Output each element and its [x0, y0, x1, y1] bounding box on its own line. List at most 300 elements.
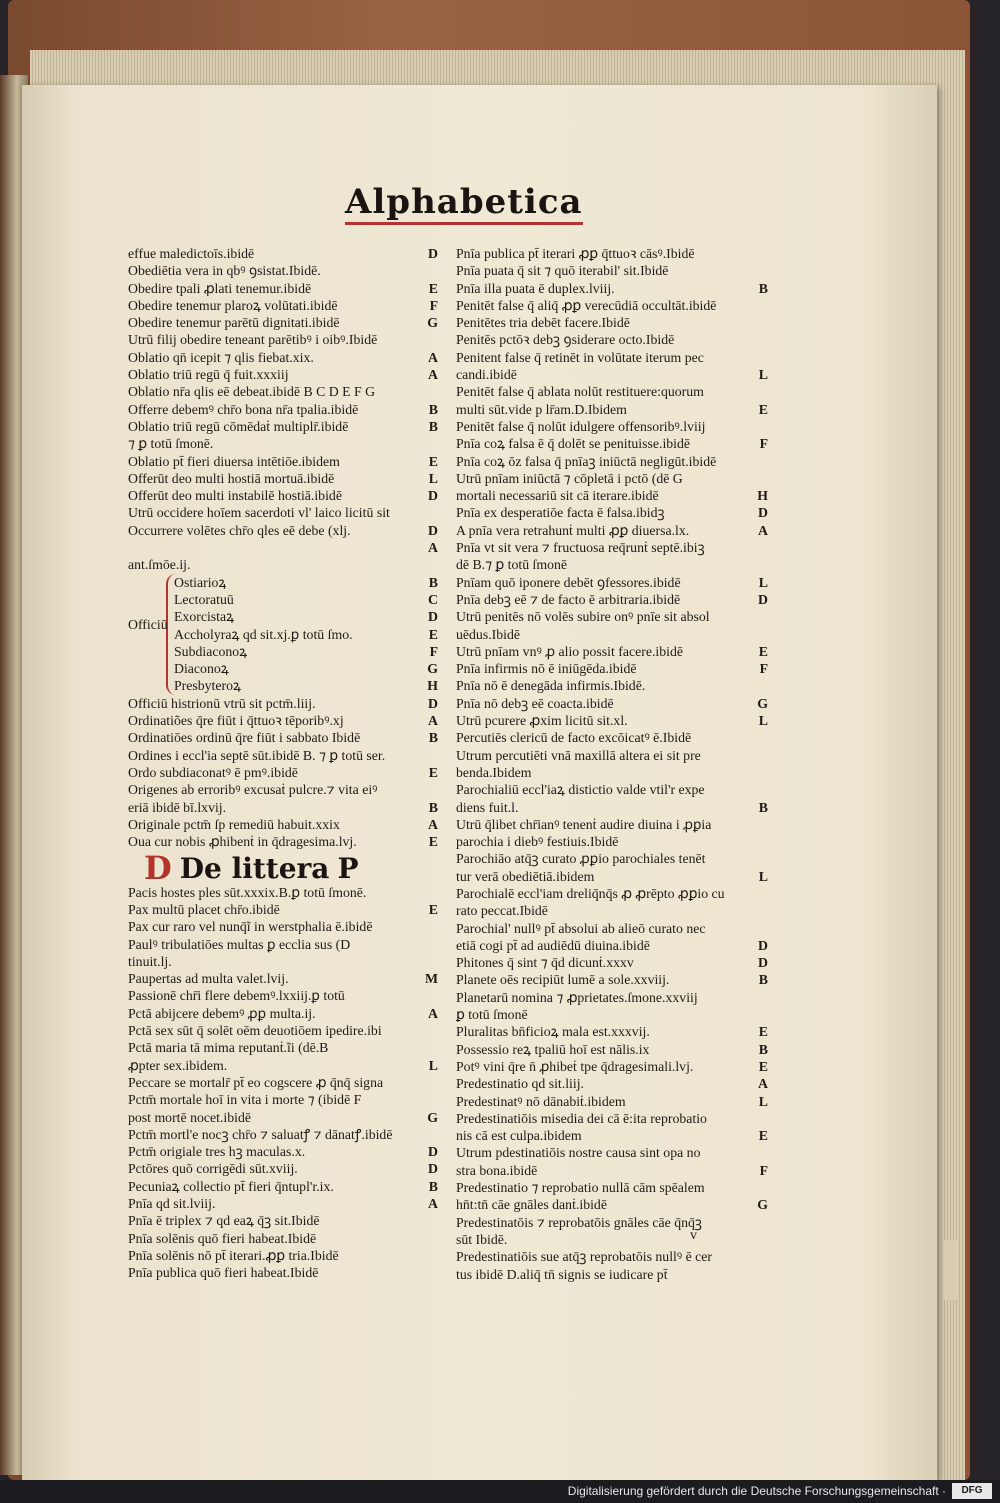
index-entry [456, 297, 768, 314]
entry-mark: A [758, 1076, 768, 1092]
index-entry [456, 885, 768, 902]
entry-mark: D [428, 1161, 438, 1177]
index-entry [456, 989, 768, 1006]
entry-mark: D [758, 955, 768, 971]
brace-label: Officiū [128, 616, 168, 632]
entry-mark: L [758, 1093, 768, 1109]
index-entry [456, 747, 768, 764]
index-entry [128, 487, 438, 504]
entry-text: Paulꝰ tribulatiōes multas ꝑ ecclia sus (D [128, 936, 351, 952]
entry-text: Oblatio pt̄ fieri diuersa intētiōe.ibidem [128, 453, 340, 469]
entry-text: Pnīa nō ē denegāda infirmis.Ibidē. [456, 678, 646, 694]
index-entry [456, 608, 768, 625]
entry-mark: D [428, 522, 438, 538]
entry-mark: B [758, 1041, 768, 1057]
entry-text: post mortē nocet.ibidē [128, 1109, 251, 1125]
entry-mark [750, 764, 768, 781]
entry-text: Origenes ab erroribꝰ excusaṫ pulcre.⁊ vita eiꝰ [128, 782, 378, 798]
index-entry [456, 850, 768, 867]
entry-mark [420, 1230, 438, 1247]
entry-text: Penitēt false q̄ ablata nolūt restituere:quorum [456, 384, 704, 400]
entry-text: Pctm̄ mortl'e nocꝫ chr̄o ⁊ saluatꝭ ⁊ dānatꝭ.ibidē [128, 1126, 393, 1142]
index-entry [456, 954, 768, 971]
index-entry [174, 608, 438, 625]
index-entry [456, 1041, 768, 1058]
entry-text: Utrum percutiēti vnā maxillā altera ei sit pre [456, 747, 701, 763]
entry-mark: M [424, 971, 438, 987]
entry-text: Utrū pnīam iniūctā ⁊ cōpletā i pctō (dē G [456, 470, 683, 486]
entry-mark [750, 418, 768, 435]
entry-mark [750, 626, 768, 643]
index-entry [128, 245, 438, 262]
index-entry [456, 591, 768, 608]
entry-text: Parochial' nullꝰ pt̄ absolui ab alieō curato nec [456, 920, 706, 936]
entry-text: ⁊ ꝑ totū ſmonē. [128, 436, 214, 452]
entry-text: Diaconoꝝ [174, 661, 229, 677]
index-entry [128, 901, 438, 918]
entry-mark: A [428, 816, 438, 832]
index-entry [456, 764, 768, 781]
entry-text: Possessio reꝝ tpaliū hoī est nālis.ix [456, 1041, 650, 1057]
entry-text: Obediētia vera in qbꝰ ꝯsistat.Ibidē. [128, 263, 321, 279]
entry-text: Pctm̄ mortale hoī in vita i morte ⁊ (ibidē F [128, 1092, 362, 1108]
entry-text: Pnīam quō iponere debēt ꝯfessores.ibidē [456, 574, 681, 590]
entry-mark [420, 435, 438, 452]
entry-text: Oblatio nr̄a qlis eē debeat.ibidē B C D E F G [128, 384, 376, 400]
index-entry [128, 1178, 438, 1195]
index-entry [128, 453, 438, 470]
entry-mark: D [758, 505, 768, 521]
entry-mark [750, 470, 768, 487]
entry-mark: G [427, 315, 438, 331]
index-entry [456, 1162, 768, 1179]
index-entry [174, 643, 438, 660]
entry-mark: B [758, 799, 768, 815]
index-entry [456, 556, 768, 573]
entry-text: Pax multū placet chr̄o.ibidē [128, 901, 280, 917]
entry-text: Pnīa infirmis nō ē iniūgēda.ibidē [456, 661, 637, 677]
entry-mark [750, 1006, 768, 1023]
index-list-o-2 [128, 695, 438, 851]
entry-mark: F [759, 661, 768, 677]
entry-text: ꝓpter sex.ibidem. [128, 1057, 228, 1073]
entry-mark: E [758, 1128, 768, 1144]
entry-text: parochia i diebꝰ festiuis.Ibidē [456, 834, 619, 850]
entry-text: Parochiāo atq̄ꝫ curato ꝓꝑio parochiales tenēt [456, 851, 706, 867]
index-entry [456, 539, 768, 556]
entry-text: Pnīa coꝝ ōz falsa q̄ pnīaꝫ iniūctā negligūt.ibidē [456, 453, 717, 469]
brace-items [174, 574, 438, 695]
index-entry [456, 1179, 768, 1196]
index-entry [456, 1144, 768, 1161]
index-entry [128, 1022, 438, 1039]
entry-mark: H [427, 678, 438, 694]
entry-mark: D [758, 591, 768, 607]
index-entry [174, 574, 438, 591]
entry-mark: A [428, 1196, 438, 1212]
index-entry [456, 1075, 768, 1092]
entry-mark: A [428, 540, 438, 556]
index-entry [456, 920, 768, 937]
officium-brace-group [128, 574, 438, 695]
entry-mark: D [428, 609, 438, 625]
entry-mark [420, 1091, 438, 1108]
entry-text: Ordines i eccl'ia septē sūt.ibidē B. ⁊ ꝑ totū ser. [128, 747, 386, 763]
entry-text: Pnīa debꝫ eē ⁊ de facto ē arbitraria.ibidē [456, 591, 681, 607]
index-entry [128, 816, 438, 833]
index-entry [128, 435, 438, 452]
index-entry [128, 297, 438, 314]
entry-text: Pctm̄ origiale tres hꝫ maculas.x. [128, 1144, 306, 1160]
entry-text: Ordinatiões q̄re fiūt i q̄ttuoꝛ tēporibꝰ.xj [128, 713, 344, 729]
index-entry [456, 868, 768, 885]
entry-text: Penitent false q̄ retinēt in volūtate iterum pec [456, 349, 704, 365]
entry-text: Pnīa ē triplex ⁊ qd eaꝝ q̄ꝫ sit.Ibidē [128, 1213, 320, 1229]
entry-mark [750, 608, 768, 625]
entry-text: Ordo subdiaconatꝰ ē pmꝰ.ibidē [128, 764, 298, 780]
entry-text: A pnīa vera retrahunṫ multi ꝓꝑ diuersa.lx. [456, 522, 690, 538]
entry-text: ꝑ totū ſmonē [456, 1007, 528, 1023]
index-entry [456, 1127, 768, 1144]
entry-text: Parochialē eccl'iam dreliq̄nq̄s ꝓ ꝓrēpto ꝓꝑio cu [456, 885, 725, 901]
entry-mark [750, 297, 768, 314]
entry-text: Parochialiū eccl'iaꝝ distictio valde vtil'r expe [456, 782, 705, 798]
section-initial: D [144, 849, 172, 888]
entry-text: nis cā est culpa.ibidem [456, 1128, 582, 1144]
index-entry [456, 816, 768, 833]
entry-mark: B [428, 730, 438, 746]
entry-text: Predestinatꝰ nō dānabiṫ.ibidem [456, 1093, 626, 1109]
entry-text: Subdiaconoꝝ [174, 643, 248, 659]
entry-mark [420, 781, 438, 798]
entry-text: Lectoratuū [174, 591, 234, 607]
index-entry [456, 1058, 768, 1075]
entry-text: dē B.⁊ ꝑ totū ſmonē [456, 557, 568, 573]
entry-mark: E [428, 453, 438, 469]
entry-text: ant.ſmōe.ij. [128, 557, 191, 573]
entry-mark [420, 987, 438, 1004]
entry-mark [750, 677, 768, 694]
entry-mark [750, 850, 768, 867]
index-entry [456, 712, 768, 729]
entry-mark: D [428, 488, 438, 504]
index-entry [456, 245, 768, 262]
entry-text: Pax cur raro vel nunq̄ĩ in werstphalia ē.ibidē [128, 919, 373, 935]
entry-mark: B [428, 799, 438, 815]
entry-text: Occurrere volētes chr̄o qles eē debe (xlj. [128, 522, 351, 538]
entry-mark: H [757, 488, 768, 504]
entry-text: Pnīa nō debꝫ eē coacta.ibidē [456, 695, 614, 711]
entry-mark [420, 1212, 438, 1229]
entry-text: Potꝰ vini q̄re n̄ ꝓhibeṫ tpe q̄dragesimali.lvj. [456, 1058, 694, 1074]
entry-mark: B [428, 401, 438, 417]
entry-text: Pnīa publica quō fieri habeat.Ibidē [128, 1265, 319, 1281]
entry-mark [420, 747, 438, 764]
title-text: Alphabetica [345, 182, 583, 225]
index-entry [128, 799, 438, 816]
index-entry [456, 1196, 768, 1213]
entry-text: rato peccat.Ibidē [456, 903, 548, 919]
entry-text: Pctā abijcere debemꝰ ꝓꝑ multa.ij. [128, 1005, 316, 1021]
index-entry [128, 936, 438, 953]
index-entry [128, 970, 438, 987]
entry-mark [420, 918, 438, 935]
entry-text: Predestinatio ⁊ reprobatio nullā cām spēalem [456, 1180, 705, 1196]
entry-mark [750, 1214, 768, 1231]
entry-mark [750, 920, 768, 937]
entry-mark: B [758, 280, 768, 296]
entry-text: Officiū histrionū vtrū sit pctm̄.liij. [128, 695, 316, 711]
entry-mark: F [759, 436, 768, 452]
entry-mark: L [758, 367, 768, 383]
index-entry [128, 1195, 438, 1212]
index-entry [456, 937, 768, 954]
dfg-logo: DFG [952, 1483, 992, 1499]
entry-text: Penitēt false q̄ nolūt idulgere offensoribꝰ.lviij [456, 418, 706, 434]
entry-text: hn̄t:tn̄ cāe gnāles danṫ.ibidē [456, 1197, 607, 1213]
index-entry [128, 280, 438, 297]
entry-text: stra bona.ibidē [456, 1162, 538, 1178]
entry-mark [750, 1248, 768, 1265]
index-entry [128, 366, 438, 383]
entry-mark: L [758, 574, 768, 590]
entry-mark [750, 729, 768, 746]
index-entry [128, 1091, 438, 1108]
entry-text: Pnīa ex desperatiōe facta ē falsa.ibidꝫ [456, 505, 665, 521]
index-entry [128, 1230, 438, 1247]
entry-text: diens fuit.l. [456, 799, 519, 815]
entry-mark: D [428, 695, 438, 711]
entry-text: Pnīa coꝝ falsa ē q̄ dolēt se penituisse.ibidē [456, 436, 691, 452]
entry-text: Ordinatiōes ordinū q̄re fiūt i sabbato Ibidē [128, 730, 361, 746]
entry-mark: L [758, 713, 768, 729]
entry-mark [420, 1126, 438, 1143]
index-entry [456, 401, 768, 418]
entry-mark [750, 539, 768, 556]
entry-text: Phitones q̄ sint ⁊ q̄d dicunṫ.xxxv [456, 955, 634, 971]
index-entry [456, 1231, 768, 1248]
index-entry [128, 712, 438, 729]
entry-mark: F [429, 643, 438, 659]
entry-text: multi sūt.vide p lr̄am.D.Ibidem [456, 401, 627, 417]
entry-text: Pnīa solēnis quō fieri habeat.Ibidē [128, 1230, 317, 1246]
entry-mark: G [427, 1109, 438, 1125]
entry-mark: E [428, 834, 438, 850]
entry-text: Utrū q̄libet chr̄ianꝰ tenenṫ audire diuina i ꝓꝑia [456, 816, 712, 832]
index-entry [128, 1247, 438, 1264]
index-entry [456, 1006, 768, 1023]
entry-mark [750, 314, 768, 331]
entry-mark [750, 349, 768, 366]
entry-text: Utrum pdestinatiōis nostre causa sint opa no [456, 1145, 701, 1161]
entry-mark [750, 816, 768, 833]
index-entry [128, 418, 438, 435]
index-entry [128, 1143, 438, 1160]
entry-mark [420, 1039, 438, 1056]
entry-text: sūt Ibidē. [456, 1231, 508, 1247]
index-entry [456, 487, 768, 504]
index-entry [456, 902, 768, 919]
index-entry [128, 331, 438, 348]
index-entry [128, 1212, 438, 1229]
index-entry [128, 729, 438, 746]
index-entry [174, 591, 438, 608]
entry-mark [750, 1144, 768, 1161]
index-entry [128, 987, 438, 1004]
entry-mark [420, 884, 438, 901]
index-entry [128, 504, 438, 521]
index-list-p [128, 884, 438, 1282]
entry-mark [750, 331, 768, 348]
entry-mark: E [758, 401, 768, 417]
entry-text: Penitētes tria debēt facere.Ibidē [456, 315, 630, 331]
entry-mark: E [428, 901, 438, 917]
index-entry [128, 470, 438, 487]
index-entry [128, 383, 438, 400]
entry-mark [420, 383, 438, 400]
entry-text: Passionē chr̄i flere debemꝰ.lxxiij.ꝑ totū [128, 988, 345, 1004]
entry-text: Accholyraꝝ qd sit.xj.ꝑ totū ſmo. [174, 626, 353, 642]
entry-mark [420, 1074, 438, 1091]
entry-text: Originale pctm̄ ſp remediū habuit.xxix [128, 816, 340, 832]
entry-text: Predestinatio qd sit.liij. [456, 1076, 584, 1092]
index-entry [128, 747, 438, 764]
index-entry [456, 729, 768, 746]
entry-mark: F [429, 297, 438, 313]
entry-mark: B [428, 1178, 438, 1194]
entry-text: Oua cur nobis ꝓhibenṫ in q̄dragesima.lvj. [128, 834, 357, 850]
entry-text: Penitēs pctōꝛ debꝫ ꝯsiderare octo.Ibidē [456, 332, 675, 348]
index-entry [456, 643, 768, 660]
entry-text: Oblatio triū regū q̄ fuit.xxxiij [128, 367, 289, 383]
entry-mark: A [758, 522, 768, 538]
entry-text: Utrū occidere hoīem sacerdoti vl' laico licitū sit [128, 505, 390, 521]
index-entry [456, 383, 768, 400]
entry-mark [420, 556, 438, 573]
section-letter: P [337, 852, 359, 886]
entry-mark [750, 1231, 768, 1248]
entry-mark: A [428, 1005, 438, 1021]
index-entry [456, 574, 768, 591]
entry-text: effue maledictoīs.ibidē [128, 246, 255, 261]
entry-text: Offerūt deo multi instabilē hostiā.ibidē [128, 488, 342, 504]
index-entry [128, 522, 438, 539]
entry-mark [420, 1022, 438, 1039]
index-entry [128, 1039, 438, 1056]
entry-text: Obedire tpali ꝓlati tenemur.ibidē [128, 280, 312, 296]
index-entry [128, 781, 438, 798]
entry-text: tinuit.lj. [128, 953, 172, 969]
index-entry [456, 418, 768, 435]
entry-text: Predestinatiōis sue atq̄ꝫ reprobatōis nullꝰ ē cer [456, 1249, 712, 1265]
entry-mark [750, 833, 768, 850]
entry-text: Predestinatōis ⁊ reprobatōis gnāles cāe q̄nq̄ꝫ [456, 1214, 702, 1230]
entry-text: candi.ibidē [456, 367, 517, 383]
entry-text: Utrū penitēs nō volēs subire onꝰ pnīe sit absol [456, 609, 710, 625]
entry-text: Pnīa puata q̄ sit ⁊ quō iterabil' sit.Ibidē [456, 263, 669, 279]
entry-text: eriā ibidē bī.lxvij. [128, 799, 227, 815]
index-list-p-2 [456, 245, 768, 1283]
entry-text: benda.Ibidem [456, 764, 532, 780]
entry-mark [750, 556, 768, 573]
entry-text: Exorcistaꝝ [174, 609, 235, 625]
entry-text: Pnīa vt sit vera ⁊ fructuosa req̄runṫ septē.ibiꝫ [456, 540, 705, 556]
entry-mark: E [428, 626, 438, 642]
index-entry [456, 1093, 768, 1110]
entry-text: etiā cogi pt̄ ad audiēdū diuina.ibidē [456, 937, 650, 953]
entry-mark [750, 245, 768, 262]
index-entry [128, 1005, 438, 1022]
entry-mark: L [758, 868, 768, 884]
signature-mark: v [690, 1228, 697, 1243]
entry-mark: E [758, 1024, 768, 1040]
index-entry [128, 918, 438, 935]
entry-mark: G [757, 695, 768, 711]
entry-text: Predestinatiōis misedia dei cā ē:ita reprobatio [456, 1110, 707, 1126]
entry-mark: E [428, 764, 438, 780]
entry-text: Oblatio qn̄ icepit ⁊ qlis fiebat.xix. [128, 349, 314, 365]
entry-mark: A [428, 367, 438, 383]
entry-mark: D [758, 937, 768, 953]
index-entry [174, 626, 438, 643]
entry-text: Utrū pnīam vnꝰ ꝓ alio possit facere.ibidē [456, 643, 683, 659]
index-entry [456, 833, 768, 850]
entry-text: Pnīa qd sit.lviij. [128, 1196, 216, 1212]
entry-mark: F [759, 1162, 768, 1178]
index-entry [128, 539, 438, 556]
index-entry [128, 349, 438, 366]
entry-mark: D [428, 246, 438, 261]
index-entry [456, 1110, 768, 1127]
index-entry [456, 626, 768, 643]
index-entry [456, 677, 768, 694]
index-entry [456, 453, 768, 470]
entry-text: mortali necessariū sit cā iterare.ibidē [456, 488, 659, 504]
left-column [128, 245, 438, 1282]
index-entry [456, 1023, 768, 1040]
entry-mark: L [428, 470, 438, 486]
entry-text: Percutiēs clericū de facto excōicatꝰ ē.Ibidē [456, 730, 692, 746]
entry-text: Peccare se mortalr̄ pt̄ eo cogscere ꝓ q̄nq̄ signa [128, 1074, 384, 1090]
entry-mark: E [758, 643, 768, 659]
entry-text: Pnīa publica pt̄ iterari ꝓꝑ q̄ttuoꝛ cāsꝰ.Ibidē [456, 246, 695, 261]
entry-mark [750, 383, 768, 400]
entry-text: Offerre debemꝰ chr̄o bona nr̄a tpalia.ibidē [128, 401, 359, 417]
index-entry [456, 280, 768, 297]
index-entry [456, 331, 768, 348]
entry-mark: A [428, 713, 438, 729]
index-entry [456, 971, 768, 988]
entry-mark: G [427, 661, 438, 677]
entry-text: Utrū pcurere ꝓxim licitū sit.xl. [456, 713, 628, 729]
index-entry [456, 1248, 768, 1265]
entry-text: tus ibidē D.aliq̄ tn̄ signis se iudicare pt̄ [456, 1266, 668, 1282]
index-entry [128, 262, 438, 279]
index-entry [174, 677, 438, 694]
entry-mark [420, 936, 438, 953]
index-list-o [128, 245, 438, 574]
entry-text: Planete oēs recipiūt lumē a sole.xxviij. [456, 972, 670, 988]
entry-mark [750, 747, 768, 764]
entry-mark [420, 262, 438, 279]
index-entry [456, 781, 768, 798]
entry-text: Penitēt false q̄ aliq̄ ꝓꝑ verecūdiā occultāt.ibidē [456, 297, 717, 313]
entry-text: Pctōres quō corrigēdi sūt.xviij. [128, 1161, 298, 1177]
bookmark-tab [944, 1240, 958, 1300]
entry-mark [750, 262, 768, 279]
index-entry [456, 435, 768, 452]
index-entry [128, 1160, 438, 1177]
